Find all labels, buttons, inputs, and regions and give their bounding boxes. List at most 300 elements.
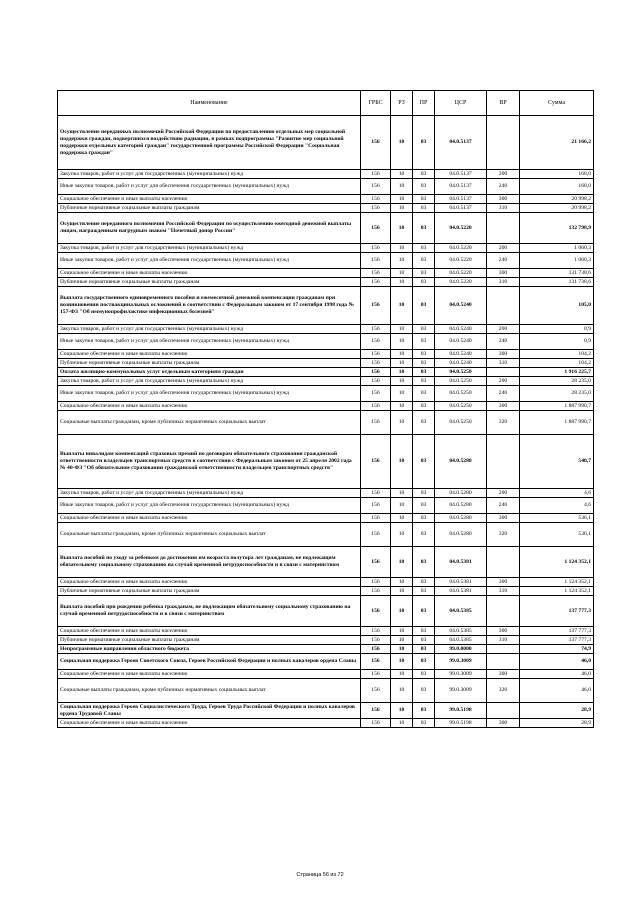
cell-pr: 03: [413, 547, 435, 578]
cell-sum: 131 738,6: [520, 269, 594, 278]
cell-sum: 4,6: [520, 489, 594, 498]
cell-sum: 20 998,2: [520, 204, 594, 213]
cell-grbs: 156: [361, 386, 391, 402]
cell-csr: 04.0.5137: [435, 116, 487, 170]
cell-sum: 46,0: [520, 670, 594, 679]
cell-vr: 300: [487, 402, 520, 411]
cell-name: Публичные нормативные социальные выплаты гражданам: [58, 587, 361, 596]
cell-pr: 03: [413, 578, 435, 587]
cell-grbs: 156: [361, 269, 391, 278]
table-row: [58, 523, 594, 547]
cell-vr: [487, 645, 520, 654]
cell-vr: 300: [487, 350, 520, 359]
table-row: [58, 368, 594, 377]
cell-name: Публичные нормативные социальные выплаты гражданам: [58, 359, 361, 368]
cell-name: Закупка товаров, работ и услуг для государственных (муниципальных) нужд: [58, 325, 361, 334]
cell-name: Социальное обеспечение и иные выплаты населению: [58, 514, 361, 523]
cell-csr: 04.0.5385: [435, 627, 487, 636]
cell-grbs: 156: [361, 377, 391, 386]
cell-vr: 320: [487, 411, 520, 435]
cell-grbs: 156: [361, 670, 391, 679]
cell-sum: 4,6: [520, 498, 594, 514]
cell-vr: [487, 435, 520, 489]
cell-grbs: 156: [361, 244, 391, 253]
cell-rz: 10: [391, 411, 413, 435]
cell-csr: 04.0.5280: [435, 523, 487, 547]
header-rz: РЗ: [391, 91, 413, 116]
cell-name: Иные закупки товаров, работ и услуг для обеспечения государственных (муниципальных) нужд: [58, 498, 361, 514]
cell-vr: 310: [487, 278, 520, 287]
cell-sum: 131 738,6: [520, 278, 594, 287]
cell-sum: 104,2: [520, 359, 594, 368]
cell-rz: 10: [391, 523, 413, 547]
cell-vr: 310: [487, 359, 520, 368]
cell-sum: 1 887 990,7: [520, 411, 594, 435]
cell-vr: 300: [487, 269, 520, 278]
cell-rz: 10: [391, 334, 413, 350]
table-row: [58, 636, 594, 645]
cell-rz: 10: [391, 325, 413, 334]
cell-vr: 320: [487, 679, 520, 703]
cell-csr: 04.0.5220: [435, 269, 487, 278]
cell-sum: 137 777,3: [520, 596, 594, 627]
cell-grbs: 156: [361, 596, 391, 627]
cell-vr: [487, 547, 520, 578]
cell-sum: 1 887 990,7: [520, 402, 594, 411]
table-row: [58, 377, 594, 386]
cell-vr: 320: [487, 523, 520, 547]
cell-name: Осуществление переданных полномочий Российской Федерации по предоставлению отдельных мер социальной поддержки граждан, подвергшихся воздействию радиации, в рамках подпрограммы "Развитие мер социальной поддержки отдельных категорий граждан" государственной программы Российской Федерации "Социальная поддержка граждан": [58, 116, 361, 170]
cell-sum: 105,0: [520, 287, 594, 325]
cell-vr: [487, 368, 520, 377]
cell-sum: 28,9: [520, 719, 594, 728]
cell-pr: 03: [413, 350, 435, 359]
cell-vr: 200: [487, 244, 520, 253]
cell-sum: 1 124 352,1: [520, 547, 594, 578]
cell-csr: 04.0.5381: [435, 587, 487, 596]
cell-rz: 10: [391, 654, 413, 670]
cell-csr: 04.0.5240: [435, 350, 487, 359]
cell-grbs: 156: [361, 627, 391, 636]
cell-sum: 46,0: [520, 679, 594, 703]
cell-sum: 46,0: [520, 654, 594, 670]
cell-rz: 10: [391, 578, 413, 587]
cell-rz: 10: [391, 636, 413, 645]
table-row: [58, 195, 594, 204]
cell-pr: 03: [413, 253, 435, 269]
cell-csr: 04.0.5240: [435, 287, 487, 325]
budget-table: [57, 90, 594, 728]
cell-vr: 300: [487, 627, 520, 636]
cell-vr: 240: [487, 253, 520, 269]
cell-pr: 03: [413, 213, 435, 244]
cell-rz: 10: [391, 204, 413, 213]
cell-grbs: 156: [361, 359, 391, 368]
cell-csr: 04.0.5280: [435, 489, 487, 498]
cell-sum: 132 798,9: [520, 213, 594, 244]
cell-rz: 10: [391, 596, 413, 627]
cell-name: Социальная поддержка Героев Социалистического Труда, Героев Труда Российской Федерации и полных кавалеров ордена Трудовой Славы: [58, 703, 361, 719]
header-name: Наименование: [58, 91, 361, 116]
cell-name: Социальные выплаты гражданам, кроме публичных нормативных социальных выплат: [58, 679, 361, 703]
cell-vr: 300: [487, 719, 520, 728]
cell-grbs: 156: [361, 170, 391, 179]
cell-grbs: 156: [361, 402, 391, 411]
cell-name: Публичные нормативные социальные выплаты гражданам: [58, 636, 361, 645]
cell-pr: 03: [413, 703, 435, 719]
cell-vr: 200: [487, 377, 520, 386]
cell-csr: 04.0.5250: [435, 377, 487, 386]
cell-sum: 1 060,3: [520, 244, 594, 253]
cell-grbs: 156: [361, 679, 391, 703]
cell-sum: 28,9: [520, 703, 594, 719]
cell-pr: 03: [413, 719, 435, 728]
cell-name: Социальное обеспечение и иные выплаты населению: [58, 269, 361, 278]
cell-rz: 10: [391, 627, 413, 636]
cell-grbs: 156: [361, 116, 391, 170]
cell-csr: 04.0.5240: [435, 334, 487, 350]
cell-rz: 10: [391, 670, 413, 679]
cell-csr: 04.0.5385: [435, 636, 487, 645]
cell-pr: 03: [413, 359, 435, 368]
cell-rz: 10: [391, 703, 413, 719]
cell-csr: 04.0.5280: [435, 514, 487, 523]
cell-grbs: 156: [361, 547, 391, 578]
cell-vr: [487, 287, 520, 325]
cell-rz: 10: [391, 195, 413, 204]
cell-csr: 99.0.3009: [435, 654, 487, 670]
cell-rz: 10: [391, 287, 413, 325]
cell-pr: 03: [413, 204, 435, 213]
cell-name: Социальная поддержка Героев Советского Союза, Героев Российской Федерации и полных кавалеров ордена Славы: [58, 654, 361, 670]
cell-pr: 03: [413, 402, 435, 411]
cell-pr: 03: [413, 116, 435, 170]
cell-sum: 74,9: [520, 645, 594, 654]
cell-grbs: 156: [361, 278, 391, 287]
cell-vr: [487, 703, 520, 719]
cell-name: Закупка товаров, работ и услуг для государственных (муниципальных) нужд: [58, 244, 361, 253]
cell-vr: [487, 116, 520, 170]
cell-vr: 240: [487, 498, 520, 514]
cell-pr: 03: [413, 636, 435, 645]
table-row: [58, 719, 594, 728]
cell-grbs: 156: [361, 204, 391, 213]
cell-name: Выплаты инвалидам компенсаций страховых премий по договорам обязательного страхования гражданской ответственности владельцев транспортных средств в соответствии с Федеральным законом от 25 апреля 2002 года № 40-ФЗ "Об обязательном страховании гражданской ответственности владельцев транспортных средств": [58, 435, 361, 489]
cell-csr: 04.0.5250: [435, 386, 487, 402]
cell-pr: 03: [413, 514, 435, 523]
page-number: Страница 56 из 72: [296, 872, 344, 878]
cell-grbs: 156: [361, 645, 391, 654]
cell-rz: 10: [391, 377, 413, 386]
cell-pr: 03: [413, 670, 435, 679]
cell-rz: 10: [391, 435, 413, 489]
cell-csr: 04.0.5240: [435, 359, 487, 368]
cell-rz: 10: [391, 368, 413, 377]
cell-vr: 300: [487, 514, 520, 523]
cell-csr: 99.0.5198: [435, 719, 487, 728]
cell-rz: 10: [391, 116, 413, 170]
cell-name: Социальное обеспечение и иные выплаты населению: [58, 195, 361, 204]
cell-rz: 10: [391, 179, 413, 195]
cell-rz: 10: [391, 359, 413, 368]
cell-pr: 03: [413, 269, 435, 278]
table-row: [58, 498, 594, 514]
cell-csr: 99.0.0000: [435, 645, 487, 654]
cell-name: Иные закупки товаров, работ и услуг для обеспечения государственных (муниципальных) нужд: [58, 253, 361, 269]
cell-rz: 10: [391, 719, 413, 728]
table-row: [58, 489, 594, 498]
cell-pr: 03: [413, 587, 435, 596]
cell-vr: 310: [487, 204, 520, 213]
cell-grbs: 156: [361, 287, 391, 325]
table-row: [58, 670, 594, 679]
cell-pr: 03: [413, 489, 435, 498]
cell-grbs: 156: [361, 654, 391, 670]
cell-csr: 04.0.5220: [435, 253, 487, 269]
cell-name: Закупка товаров, работ и услуг для государственных (муниципальных) нужд: [58, 377, 361, 386]
cell-rz: 10: [391, 547, 413, 578]
cell-pr: 03: [413, 334, 435, 350]
cell-rz: 10: [391, 213, 413, 244]
table-body: [58, 91, 594, 728]
cell-rz: 10: [391, 498, 413, 514]
cell-name: Публичные нормативные социальные выплаты гражданам: [58, 278, 361, 287]
cell-pr: 03: [413, 523, 435, 547]
table-row: [58, 514, 594, 523]
cell-csr: 04.0.5250: [435, 411, 487, 435]
table-row: [58, 244, 594, 253]
cell-sum: 20 998,2: [520, 195, 594, 204]
cell-rz: 10: [391, 253, 413, 269]
header-pr: ПР: [413, 91, 435, 116]
cell-csr: 99.0.3009: [435, 670, 487, 679]
cell-grbs: 156: [361, 523, 391, 547]
cell-csr: 04.0.5381: [435, 578, 487, 587]
cell-rz: 10: [391, 350, 413, 359]
cell-name: Оплата жилищно-коммунальных услуг отдельным категориям граждан: [58, 368, 361, 377]
table-row: [58, 253, 594, 269]
cell-pr: 03: [413, 679, 435, 703]
header-grbs: ГРБС: [361, 91, 391, 116]
cell-csr: 04.0.5137: [435, 179, 487, 195]
cell-name: Социальное обеспечение и иные выплаты населению: [58, 350, 361, 359]
table-row: [58, 435, 594, 489]
cell-pr: 03: [413, 325, 435, 334]
cell-rz: 10: [391, 489, 413, 498]
cell-grbs: 156: [361, 253, 391, 269]
table-header-row: [58, 91, 594, 116]
cell-vr: 200: [487, 170, 520, 179]
table-row: [58, 627, 594, 636]
cell-sum: 540,7: [520, 435, 594, 489]
cell-vr: 300: [487, 195, 520, 204]
table-row: [58, 411, 594, 435]
cell-name: Иные закупки товаров, работ и услуг для обеспечения государственных (муниципальных) нужд: [58, 386, 361, 402]
cell-grbs: 156: [361, 703, 391, 719]
cell-grbs: 156: [361, 435, 391, 489]
table-row: [58, 654, 594, 670]
cell-pr: 03: [413, 411, 435, 435]
cell-pr: 03: [413, 627, 435, 636]
cell-csr: 99.0.5198: [435, 703, 487, 719]
cell-csr: 04.0.5220: [435, 244, 487, 253]
cell-pr: 03: [413, 377, 435, 386]
cell-grbs: 156: [361, 325, 391, 334]
cell-sum: 28 235,0: [520, 386, 594, 402]
cell-vr: 300: [487, 670, 520, 679]
cell-rz: 10: [391, 514, 413, 523]
cell-sum: 21 166,2: [520, 116, 594, 170]
cell-name: Социальное обеспечение и иные выплаты населению: [58, 719, 361, 728]
cell-csr: 04.0.5280: [435, 498, 487, 514]
table-row: [58, 170, 594, 179]
table-row: [58, 386, 594, 402]
cell-name: Социальное обеспечение и иные выплаты населению: [58, 402, 361, 411]
cell-pr: 03: [413, 498, 435, 514]
cell-csr: 04.0.5250: [435, 402, 487, 411]
cell-name: Иные закупки товаров, работ и услуг для обеспечения государственных (муниципальных) нужд: [58, 179, 361, 195]
cell-pr: 03: [413, 645, 435, 654]
cell-name: Выплата пособий при рождении ребенка гражданам, не подлежащим обязательному социальному страхованию на случай временной нетрудоспособности и в связи с материнством: [58, 596, 361, 627]
cell-sum: 536,1: [520, 514, 594, 523]
cell-sum: 28 235,0: [520, 377, 594, 386]
cell-pr: 03: [413, 654, 435, 670]
cell-name: Социальные выплаты гражданам, кроме публичных нормативных социальных выплат: [58, 411, 361, 435]
table-row: [58, 350, 594, 359]
cell-grbs: 156: [361, 578, 391, 587]
cell-pr: 03: [413, 244, 435, 253]
cell-name: Иные закупки товаров, работ и услуг для обеспечения государственных (муниципальных) нужд: [58, 334, 361, 350]
cell-rz: 10: [391, 278, 413, 287]
cell-name: Осуществление переданного полномочия Российской Федерации по осуществлению ежегодной денежной выплаты лицам, награжденным нагрудным знаком "Почетный донор России": [58, 213, 361, 244]
cell-csr: 04.0.5385: [435, 596, 487, 627]
table-row: [58, 359, 594, 368]
cell-vr: [487, 596, 520, 627]
cell-grbs: 156: [361, 514, 391, 523]
cell-vr: 200: [487, 325, 520, 334]
cell-pr: 03: [413, 368, 435, 377]
cell-grbs: 156: [361, 368, 391, 377]
cell-csr: 04.0.5250: [435, 368, 487, 377]
cell-name: Социальное обеспечение и иные выплаты населению: [58, 627, 361, 636]
cell-csr: 99.0.3009: [435, 679, 487, 703]
cell-sum: 137 777,3: [520, 627, 594, 636]
cell-pr: 03: [413, 170, 435, 179]
cell-rz: 10: [391, 386, 413, 402]
cell-vr: 310: [487, 636, 520, 645]
cell-sum: 0,9: [520, 334, 594, 350]
cell-name: Выплата пособий по уходу за ребенком до достижения им возраста полутора лет гражданам, не подлежащим обязательному социальному страхованию на случай временной нетрудоспособности и в связи с материнством: [58, 547, 361, 578]
table-row: [58, 587, 594, 596]
cell-grbs: 156: [361, 411, 391, 435]
cell-sum: 104,2: [520, 350, 594, 359]
table-row: [58, 278, 594, 287]
header-sum: Сумма: [520, 91, 594, 116]
table-row: [58, 213, 594, 244]
cell-pr: 03: [413, 386, 435, 402]
table-row: [58, 645, 594, 654]
cell-sum: 0,9: [520, 325, 594, 334]
cell-pr: 03: [413, 195, 435, 204]
cell-sum: 1 124 352,1: [520, 578, 594, 587]
cell-name: Непрограммные направления областного бюджета: [58, 645, 361, 654]
table-row: [58, 287, 594, 325]
table-row: [58, 116, 594, 170]
cell-pr: 03: [413, 278, 435, 287]
cell-csr: 04.0.5220: [435, 278, 487, 287]
cell-vr: [487, 654, 520, 670]
table-row: [58, 402, 594, 411]
cell-name: Закупка товаров, работ и услуг для государственных (муниципальных) нужд: [58, 489, 361, 498]
cell-sum: 536,1: [520, 523, 594, 547]
cell-grbs: 156: [361, 213, 391, 244]
cell-pr: 03: [413, 596, 435, 627]
cell-grbs: 156: [361, 334, 391, 350]
cell-grbs: 156: [361, 489, 391, 498]
cell-name: Социальное обеспечение и иные выплаты населению: [58, 670, 361, 679]
table-row: [58, 334, 594, 350]
header-vr: ВР: [487, 91, 520, 116]
table-row: [58, 204, 594, 213]
cell-sum: 168,0: [520, 170, 594, 179]
cell-vr: 300: [487, 578, 520, 587]
cell-rz: 10: [391, 170, 413, 179]
cell-csr: 04.0.5240: [435, 325, 487, 334]
cell-rz: 10: [391, 679, 413, 703]
cell-pr: 03: [413, 179, 435, 195]
cell-sum: 137 777,3: [520, 636, 594, 645]
table-row: [58, 269, 594, 278]
cell-vr: 310: [487, 587, 520, 596]
cell-sum: 1 124 352,1: [520, 587, 594, 596]
table-row: [58, 547, 594, 578]
cell-rz: 10: [391, 402, 413, 411]
cell-pr: 03: [413, 435, 435, 489]
cell-grbs: 156: [361, 587, 391, 596]
cell-csr: 04.0.5137: [435, 170, 487, 179]
cell-grbs: 156: [361, 195, 391, 204]
cell-name: Социальное обеспечение и иные выплаты населению: [58, 578, 361, 587]
cell-sum: 1 916 225,7: [520, 368, 594, 377]
cell-vr: [487, 213, 520, 244]
cell-csr: 04.0.5220: [435, 213, 487, 244]
cell-grbs: 156: [361, 498, 391, 514]
cell-csr: 04.0.5381: [435, 547, 487, 578]
cell-vr: 240: [487, 179, 520, 195]
cell-name: Закупка товаров, работ и услуг для государственных (муниципальных) нужд: [58, 170, 361, 179]
cell-csr: 04.0.5280: [435, 435, 487, 489]
cell-vr: 240: [487, 334, 520, 350]
table-row: [58, 596, 594, 627]
cell-csr: 04.0.5137: [435, 204, 487, 213]
cell-rz: 10: [391, 645, 413, 654]
table-row: [58, 679, 594, 703]
table-row: [58, 179, 594, 195]
cell-grbs: 156: [361, 719, 391, 728]
header-csr: ЦСР: [435, 91, 487, 116]
cell-vr: 200: [487, 489, 520, 498]
cell-rz: 10: [391, 587, 413, 596]
table-row: [58, 325, 594, 334]
cell-sum: 1 060,3: [520, 253, 594, 269]
cell-grbs: 156: [361, 179, 391, 195]
cell-rz: 10: [391, 269, 413, 278]
table-row: [58, 703, 594, 719]
cell-name: Выплата государственного единовременного пособия и ежемесячной денежной компенсации гражданам при возникновении поствакцинальных осложнений в соответствии с Федеральным законом от 17 сентября 1998 года № 157-ФЗ "Об иммунопрофилактике инфекционных болезней": [58, 287, 361, 325]
cell-sum: 168,0: [520, 179, 594, 195]
cell-grbs: 156: [361, 636, 391, 645]
cell-name: Публичные нормативные социальные выплаты гражданам: [58, 204, 361, 213]
